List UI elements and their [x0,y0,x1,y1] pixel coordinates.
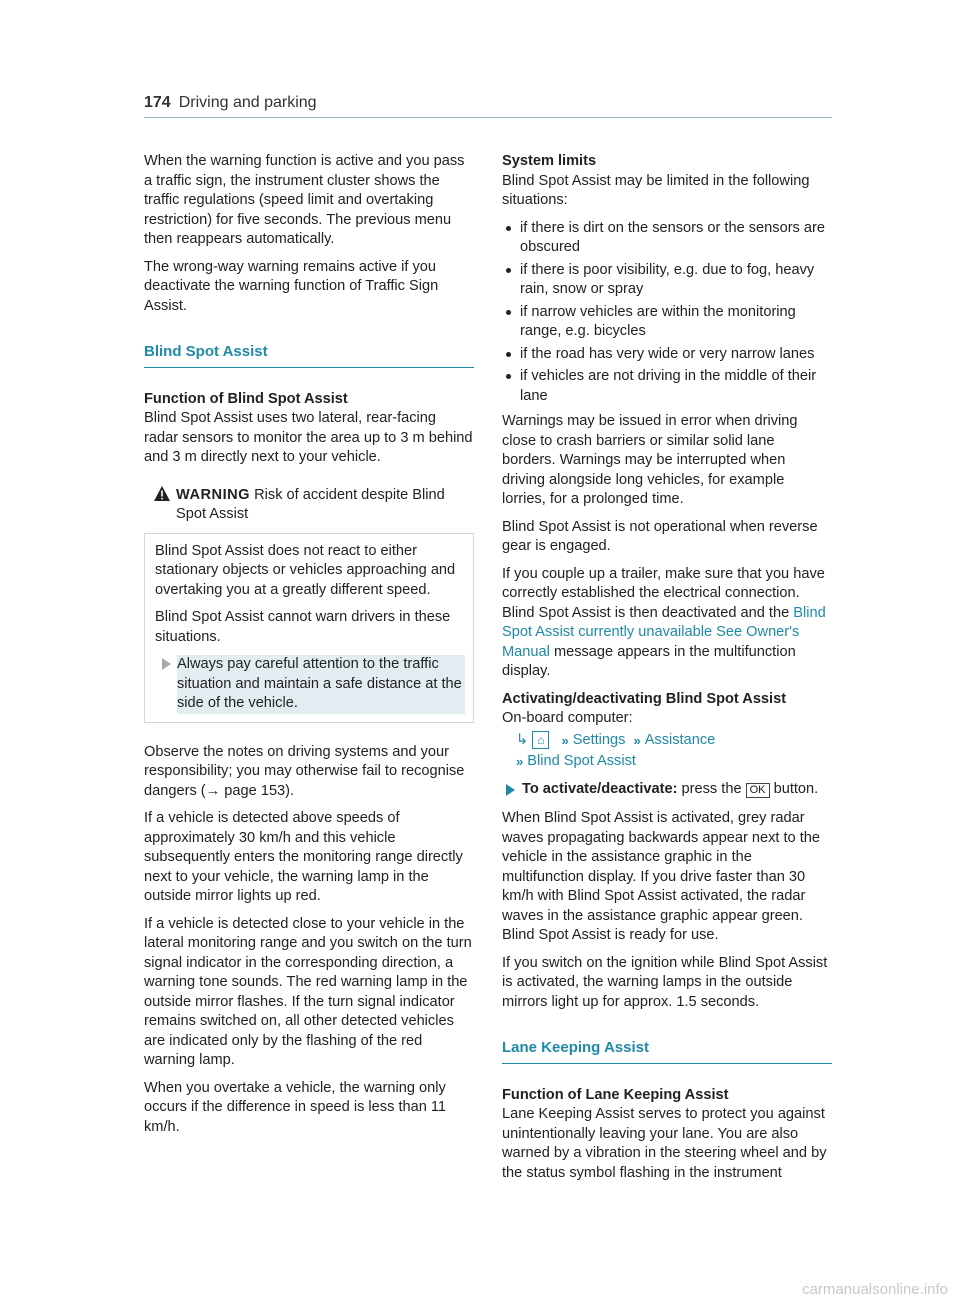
warning-box [144,486,474,723]
list-item: if there is poor visibility, e.g. due to fog, heavy rain, snow or spray [502,261,832,300]
function-text: Blind Spot Assist uses two lateral, rear-facing radar sensors to monitor the area up to 3 m behind and 3 m directly next to your vehicle. [144,410,473,465]
paragraph: If a vehicle is detected above speeds of approximately 30 km/h and this vehicle subsequently enters the monitoring range directly next to your vehicle, the warning lamp in the outside mirror lights up red. [144,810,463,904]
paragraph: When the warning function is active and you pass a traffic sign, the instrument cluster shows the traffic regulations (speed limit and overtaking restriction) for five seconds. The previous menu then reappears automatically. [144,153,465,247]
limits-list [502,219,832,407]
paragraph: When you overtake a vehicle, the warning only occurs if the difference in speed is less than 11 km/h. [144,1079,447,1135]
section-title: Driving and parking [178,94,317,111]
warning-text: Blind Spot Assist cannot warn drivers in these situations. [155,609,451,645]
warning-label: WARNING [176,486,251,503]
page-header [144,94,317,112]
page-number: 174 [144,94,171,111]
menu-assistance[interactable]: Assistance [644,731,716,748]
return-arrow-icon: ↳ [516,731,529,748]
activating-heading: Activating/deactivating Blind Spot Assist [502,690,787,707]
menu-path-line-2 [502,752,832,772]
onboard-label: On-board computer: [502,710,633,726]
paragraph: Observe the notes on driving systems and your responsibility; you may otherwise fail to recognise dangers (→ page 153). [144,743,465,799]
watermark: carmanualsonline.info [802,1281,948,1298]
left-column [144,152,474,1145]
double-chevron-icon: » [561,732,567,748]
section-heading-lane-keeping: Lane Keeping Assist [502,1038,832,1064]
paragraph: If a vehicle is detected close to your vehicle in the lateral monitoring range and you switch on the turn signal indicator in the corresponding direction, a warning tone sounds. The red warning lamp in the outside mirror flashes. If the turn signal indicator remains switched on, all other detected vehicles are indicated only by the flashing of the red warning lamp. [144,915,472,1068]
action-step: To activate/deactivate: press the OK button. [502,780,832,800]
warning-step [155,655,465,714]
warning-step-text: Always pay careful attention to the traffic situation and maintain a safe distance at the side of the vehicle. [177,655,465,714]
function-heading: Function of Blind Spot Assist [144,390,348,407]
paragraph: Warnings may be issued in error when driving close to crash barriers or similar solid lane borders. Warnings may be interrupted when driving alongside long vehicles, for example lorries, for a prolonged time. [502,413,798,507]
right-column [502,152,832,1191]
limits-intro: Blind Spot Assist may be limited in the following situations: [502,172,810,208]
step-arrow-icon [155,655,177,714]
function2-heading: Function of Lane Keeping Assist [502,1086,729,1103]
list-item: if narrow vehicles are within the monitoring range, e.g. bicycles [502,303,832,342]
paragraph: The wrong-way warning remains active if you deactivate the warning function of Traffic Sign Assist. [144,258,439,314]
warning-title: Risk of accident despite Blind Spot Assist [176,486,445,522]
header-rule [144,117,832,118]
action-label: To activate/deactivate: [522,780,678,797]
list-item: if there is dirt on the sensors or the sensors are obscured [502,219,832,258]
double-chevron-icon: » [516,754,522,769]
action-arrow-icon [502,780,522,800]
function2-text: Lane Keeping Assist serves to protect you against unintentionally leaving your lane. You are also warned by a vibration in the steering wheel and by the status symbol flashing in the instrument [502,1106,827,1181]
list-item: if the road has very wide or very narrow lanes [502,345,832,365]
paragraph: Blind Spot Assist is not operational when reverse gear is engaged. [502,518,818,554]
double-chevron-icon: » [633,732,639,748]
paragraph: If you couple up a trailer, make sure that you have correctly established the electrical connection. Blind Spot Assist is then deactivated and the Blind Spot Assist currently unavailable See Owner's Manual message appears in the multifunction display. [502,565,826,679]
menu-path-line-1 [502,731,832,751]
paragraph: When Blind Spot Assist is activated, grey radar waves propagating backwards appear next to the vehicle in the assistance graphic in the multifunction display. If you drive faster than 30 km/h with Blind Spot Assist activated, the radar waves in the assistance graphic appear green. Blind Spot Assist is ready for use. [502,810,821,943]
menu-blind-spot-assist[interactable]: Blind Spot Assist [527,753,636,769]
section-heading-blind-spot: Blind Spot Assist [144,342,474,368]
display-message-link[interactable]: Blind Spot Assist currently unavailable See Owner's Manual [502,604,826,660]
home-icon[interactable]: ⌂ [532,731,549,749]
list-item: if vehicles are not driving in the middle of their lane [502,367,832,406]
paragraph: If you switch on the ignition while Blind Spot Assist is activated, the warning lamps in the outside mirrors light up for approx. 1.5 seconds. [502,954,828,1010]
warning-body [144,533,474,723]
warning-text: Blind Spot Assist does not react to either stationary objects or vehicles approaching and overtaking you at a greatly different speed. [155,542,456,598]
warning-triangle-icon [154,486,176,533]
system-limits-heading: System limits [502,153,597,169]
warning-header [144,486,474,533]
menu-settings[interactable]: Settings [572,731,626,748]
ok-button-icon: OK [746,783,770,798]
